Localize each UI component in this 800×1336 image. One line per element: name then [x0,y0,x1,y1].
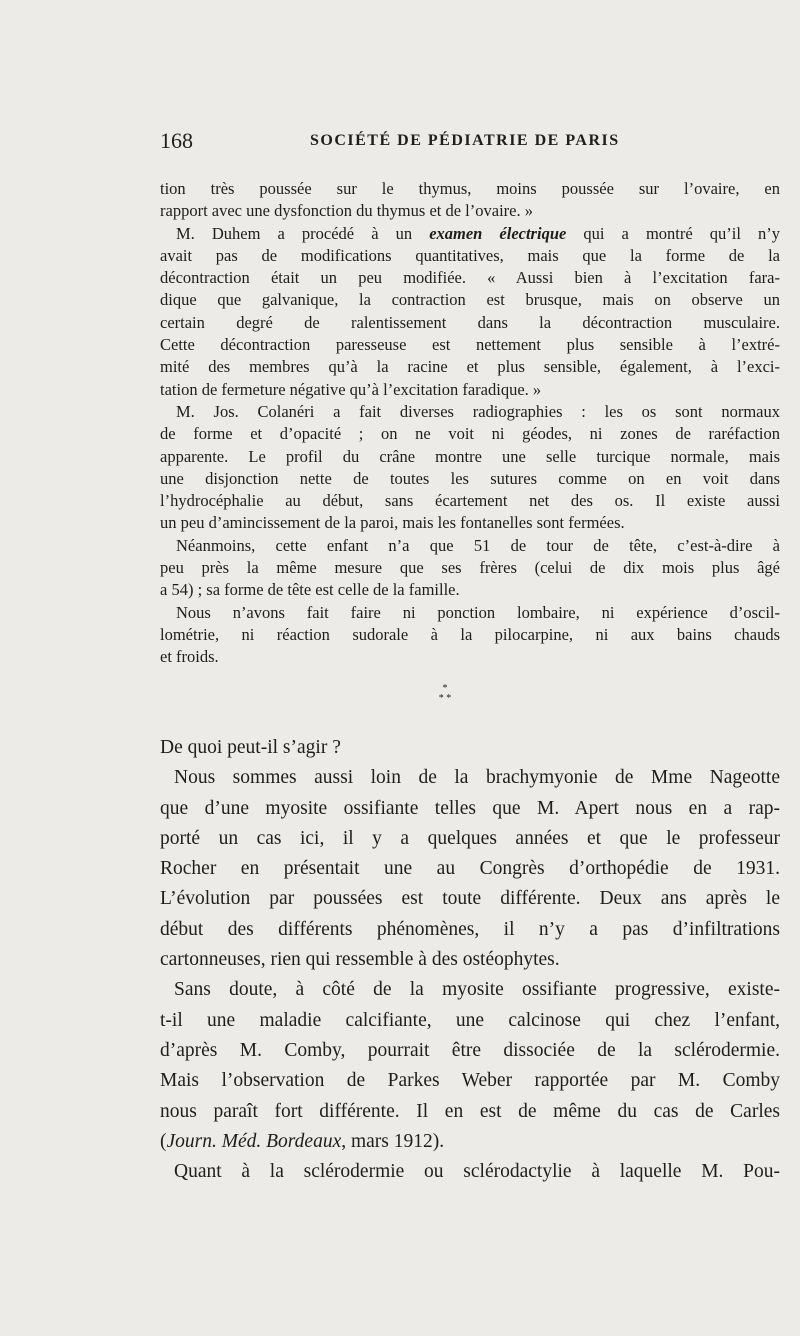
separator-star: * [442,683,448,694]
paragraph-line: t-il une maladie calcifiante, une calcinose qui chez l’enfant, [160,1009,780,1031]
paragraph-line: M. Jos. Colanéri a fait diverses radiographies : les os sont normaux [176,401,780,421]
running-title: SOCIÉTÉ DE PÉDIATRIE DE PARIS [310,132,620,149]
question-heading: De quoi peut-il s’agir ? [160,737,341,758]
text-run: M. Duhem a procédé à un [176,223,430,243]
paragraph-line: Cette décontraction paresseuse est nettement plus sensible à l’extré- [160,335,780,355]
paragraph-line: avait pas de modifications quantitatives, mais que la forme de la [160,245,780,265]
paragraph-line: nous paraît fort différente. Il en est de même du cas de Carles [160,1100,780,1122]
paragraph-line: un peu d’amincissement de la paroi, mais les fontanelles sont fermées. [160,513,625,533]
paragraph-line: d’après M. Comby, pourrait être dissociée de la sclérodermie. [160,1039,780,1061]
paragraph-line: de forme et d’opacité ; on ne voit ni géodes, ni zones de raréfaction [160,424,780,444]
paragraph-line: rapport avec une dysfonction du thymus et de l’ovaire. » [160,201,533,221]
paragraph-line: a 54) ; sa forme de tête est celle de la famille. [160,580,460,600]
paragraph-line: et froids. [160,647,219,667]
paragraph-line: lométrie, ni réaction sudorale à la pilocarpine, ni aux bains chauds [160,624,780,644]
paragraph-line: Rocher en présentait une au Congrès d’orthopédie de 1931. [160,858,780,880]
paragraph-line: l’hydrocéphalie au début, sans écartement net des os. Il existe aussi [160,491,780,511]
paragraph-line: L’évolution par poussées est toute différente. Deux ans après le [160,888,780,910]
separator-stars: * * [438,693,452,704]
paragraph-line: une disjonction nette de toutes les sutures comme on en voit dans [160,468,780,488]
paragraph-line: tion très poussée sur le thymus, moins poussée sur l’ovaire, en [160,179,780,198]
page-number: 168 [160,128,193,153]
paragraph-line: Néanmoins, cette enfant n’a que 51 de tour de tête, c’est-à-dire à [176,535,780,555]
page-header [160,128,780,158]
text-run: qui a montré qu’il n’y [566,223,781,243]
citation-journal: Journ. Méd. Bordeaux [166,1130,342,1152]
paragraph-line: peu près la même mesure que ses frères (celui de dix mois plus âgé [160,558,780,578]
paragraph-line: porté un cas ici, il y a quelques années et que le professeur [160,827,780,849]
paragraph-line: Quant à la sclérodermie ou sclérodactylie à laquelle M. Pou- [174,1161,780,1183]
text-run: , mars 1912). [341,1130,445,1152]
paragraph-line [160,223,780,245]
paragraph-line: certain degré de ralentissement dans la décontraction musculaire. [160,312,780,332]
section-separator [430,684,460,704]
text-run: ( [160,1130,167,1152]
paragraph-line: décontraction était un peu modifiée. « Aussi bien à l’excitation fara- [160,268,780,288]
paragraph-line: tation de fermeture négative qu’à l’excitation faradique. » [160,379,542,399]
paragraph-line: Nous sommes aussi loin de la brachymyonie de Mme Nageotte [174,767,780,789]
paragraph-line: que d’une myosite ossifiante telles que M. Apert nous en a rap- [160,797,780,819]
paragraph-line: Mais l’observation de Parkes Weber rapportée par M. Comby [160,1070,780,1092]
body-text-bottom [160,733,780,1187]
paragraph-line: dique que galvanique, la contraction est brusque, mais on observe un [160,290,780,310]
paragraph-line: Sans doute, à côté de la myosite ossifiante progressive, existe- [174,979,780,1001]
paragraph-line [160,1127,780,1157]
paragraph-line: mité des membres qu’à la racine et plus sensible, également, à l’exci- [160,357,780,377]
paragraph-line: début des différents phénomènes, il n’y a pas d’infiltrations [160,918,780,940]
paragraph-line: cartonneuses, rien qui ressemble à des ostéophytes. [160,949,560,971]
emphasis-text: examen électrique [429,223,567,243]
body-text-top [160,178,780,669]
paragraph-line: Nous n’avons fait faire ni ponction lombaire, ni expérience d’oscil- [176,602,780,622]
paragraph-line: apparente. Le profil du crâne montre une selle turcique normale, mais [160,446,780,466]
